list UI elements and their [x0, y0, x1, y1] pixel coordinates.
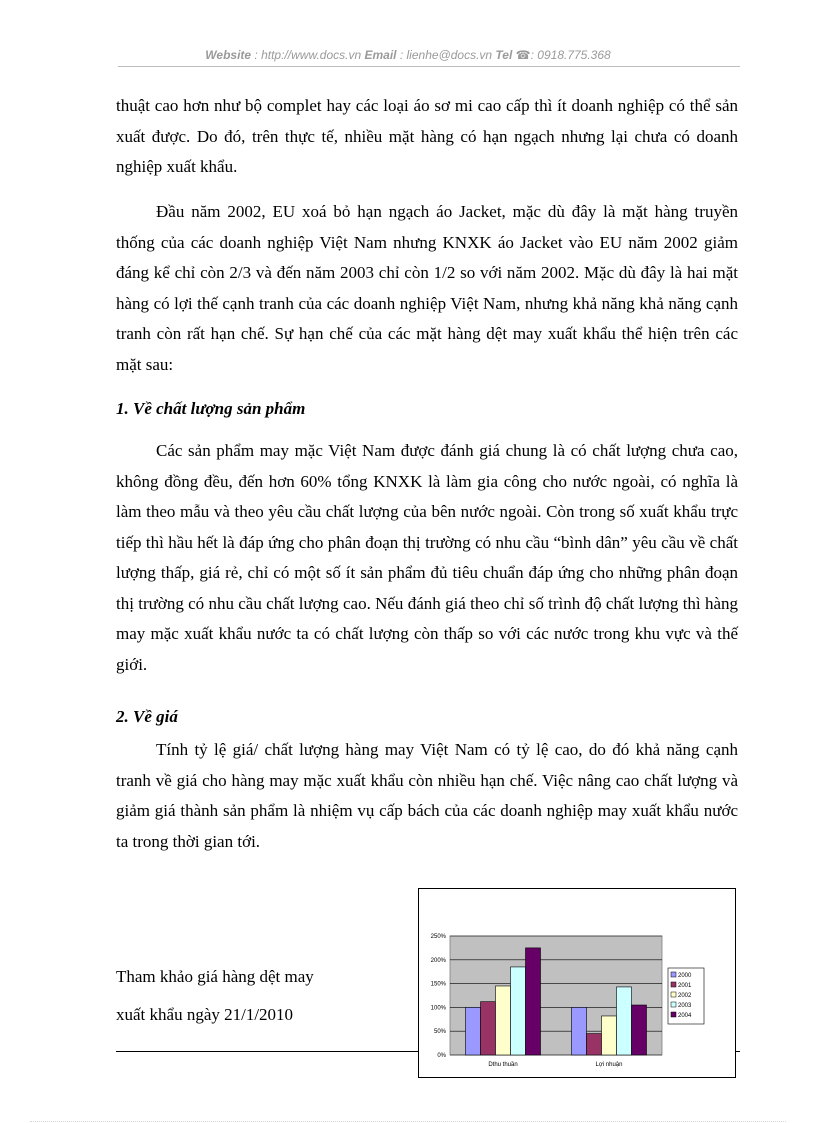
legend-swatch	[671, 972, 676, 977]
y-tick-label: 150%	[430, 981, 446, 988]
y-tick-label: 100%	[430, 1005, 446, 1012]
bar	[466, 1007, 481, 1055]
legend-swatch	[671, 1012, 676, 1017]
legend-swatch	[671, 982, 676, 987]
bar-chart	[418, 888, 736, 1078]
y-tick-label: 50%	[433, 1029, 446, 1036]
email-value: : lienhe@docs.vn	[399, 48, 493, 62]
legend-label: 2003	[678, 1003, 692, 1009]
website-label: Website	[205, 48, 252, 62]
paragraph-2: Đầu năm 2002, EU xoá bỏ hạn ngạch áo Jacket, mặc dù đây là mặt hàng truyền thống của các doanh nghiệp Việt Nam nhưng KNXK áo Jacket vào EU năm 2002 giảm đáng kể chỉ còn 2/3 và đến năm 2003 chỉ còn 1/2 so với năm 2002. Mặc dù đây là hai mặt hàng có lợi thế cạnh tranh của các doanh nghiệp Việt Nam, nhưng khả năng khả năng cạnh tranh còn rất hạn chế. Sự hạn chế của các mặt hàng dệt may xuất khẩu thể hiện trên các mặt sau:	[116, 202, 738, 374]
bar	[481, 1002, 496, 1055]
bar	[617, 987, 632, 1055]
bar	[496, 986, 511, 1055]
bar	[511, 967, 526, 1055]
bar	[602, 1016, 617, 1055]
bar	[587, 1034, 602, 1055]
paragraph-4: Tính tỷ lệ giá/ chất lượng hàng may Việt Nam có tỷ lệ cao, do đó khả năng cạnh tranh về giá cho hàng may mặc xuất khẩu còn nhiều hạn chế. Việc nâng cao chất lượng và giảm giá thành sản phẩm là nhiệm vụ cấp bách của các doanh nghiệp may xuất khẩu nước ta trong thời gian tới.	[116, 740, 738, 851]
x-tick-label: Dthu thuần	[488, 1062, 518, 1068]
heading-quality: 1. Về chất lượng sản phẩm	[116, 399, 306, 418]
bar	[526, 948, 541, 1055]
bar	[572, 1007, 587, 1055]
bar	[632, 1005, 647, 1055]
legend-label: 2001	[678, 983, 692, 989]
bottom-rule-left	[116, 1051, 418, 1052]
y-tick-label: 0%	[437, 1053, 446, 1059]
caption-line-1: Tham khảo giá hàng dệt may	[116, 967, 314, 986]
page-bottom-dotted-rule	[30, 1121, 786, 1122]
header-rule	[118, 66, 740, 67]
heading-price: 2. Về giá	[116, 707, 178, 726]
paragraph-3: Các sản phẩm may mặc Việt Nam được đánh giá chung là có chất lượng chưa cao, không đồng đều, đến hơn 60% tổng KNXK là làm gia công cho nước ngoài, có nghĩa là làm theo mẫu và theo yêu cầu chất lượng của bên nước ngoài. Còn trong số xuất khẩu trực tiếp thì hầu hết là đáp ứng cho phân đoạn thị trường có nhu cầu “bình dân” yêu cầu về chất lượng thấp, giá rẻ, chỉ có một số ít sản phẩm đủ tiêu chuẩn đáp ứng cho những phân đoạn thị trường có nhu cầu chất lượng cao. Nếu đánh giá theo chỉ số trình độ chất lượng thì hàng may mặc xuất khẩu nước ta có chất lượng còn thấp so với các nước trong khu vực và thế giới.	[116, 441, 738, 674]
caption-line-2: xuất khẩu ngày 21/1/2010	[116, 1005, 294, 1024]
legend-swatch	[671, 1002, 676, 1007]
y-tick-label: 250%	[430, 934, 446, 940]
tel-label: Tel	[495, 48, 513, 62]
website-value: : http://www.docs.vn	[254, 48, 362, 62]
legend-swatch	[671, 992, 676, 997]
email-label: Email	[364, 48, 397, 62]
legend-label: 2004	[678, 1013, 692, 1019]
legend-label: 2000	[678, 973, 692, 979]
tel-value: : 0918.775.368	[530, 48, 611, 62]
y-tick-label: 200%	[430, 957, 446, 964]
paragraph-1: thuật cao hơn như bộ complet hay các loại áo sơ mi cao cấp thì ít doanh nghiệp có thể sản xuất được. Do đó, trên thực tế, nhiều mặt hàng có hạn ngạch nhưng lại chưa có doanh nghiệp xuất khẩu.	[116, 96, 738, 176]
x-tick-label: Lợi nhuận	[595, 1062, 623, 1068]
phone-icon: ☎	[515, 48, 531, 62]
page-header	[0, 48, 816, 62]
chart-caption	[116, 958, 314, 1034]
legend-label: 2002	[678, 993, 692, 999]
